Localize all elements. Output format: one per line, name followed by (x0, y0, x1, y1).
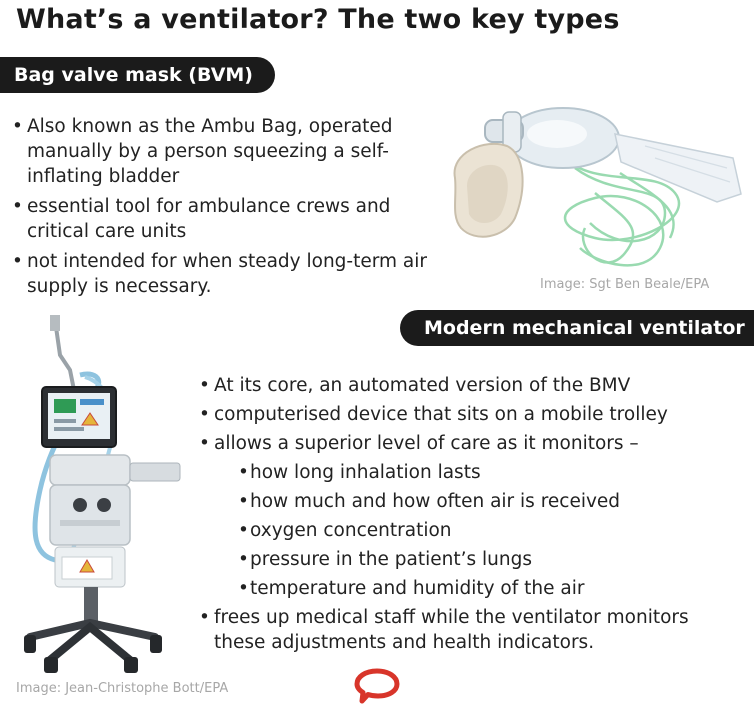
monitor-sub-bullet: • temperature and humidity of the air (250, 576, 744, 601)
bvm-bullet-list (27, 114, 447, 304)
bvm-bullet: • Also known as the Ambu Bag, operated manually by a person squeezing a self-inflating bladder (27, 114, 447, 189)
ventilator-bullet-list (214, 373, 744, 659)
the-conversation-logo (354, 668, 400, 704)
bvm-bullet: • essential tool for ambulance crews and critical care units (27, 194, 447, 244)
bvm-heading: Bag valve mask (BVM) (0, 57, 275, 93)
ventilator-image-credit: Image: Jean-Christophe Bott/EPA (16, 681, 229, 696)
ventilator-bullet: • allows a superior level of care as it monitors – (214, 431, 744, 456)
ventilator-bullet: • At its core, an automated version of the BMV (214, 373, 744, 398)
monitor-sub-bullet: • how much and how often air is received (250, 489, 744, 514)
bvm-bullet: • not intended for when steady long-term air supply is necessary. (27, 249, 447, 299)
ventilator-heading: Modern mechanical ventilator (400, 310, 754, 346)
ventilator-bullet: • frees up medical staff while the ventilator monitors these adjustments and health indicators. (214, 605, 744, 655)
mechanical-ventilator-photo (10, 315, 195, 675)
monitor-sub-bullet: • oxygen concentration (250, 518, 744, 543)
bag-valve-mask-photo (445, 98, 745, 270)
ventilator-bullet: • computerised device that sits on a mobile trolley (214, 402, 744, 427)
monitor-sub-bullet: • pressure in the patient’s lungs (250, 547, 744, 572)
monitor-sub-bullet: • how long inhalation lasts (250, 460, 744, 485)
monitor-sub-list-holder (214, 460, 744, 601)
bvm-image-credit: Image: Sgt Ben Beale/EPA (540, 277, 710, 292)
monitor-sub-list (214, 460, 744, 601)
page-title: What’s a ventilator? The two key types (16, 4, 620, 35)
